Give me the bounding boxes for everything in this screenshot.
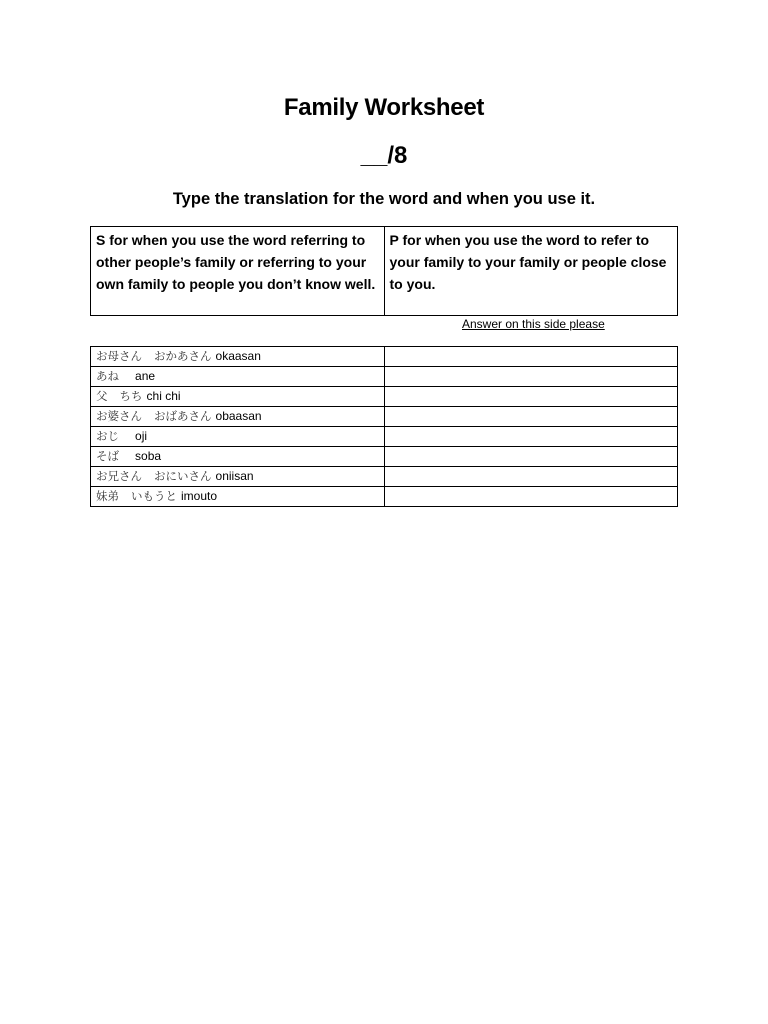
page-title: Family Worksheet [283, 94, 485, 121]
word-kana: ちち [119, 389, 143, 403]
word-kana: おにいさん [154, 469, 212, 483]
answer-cell[interactable] [384, 347, 678, 367]
s-rule-cell: S for when you use the word referring to other people’s family or referring to your own family to people you don’t know well. [91, 227, 385, 316]
answer-cell[interactable] [384, 467, 678, 487]
p-rule-cell: P for when you use the word to refer to your family to your family or people close to you. [384, 227, 678, 316]
answer-cell[interactable] [384, 487, 678, 507]
table-row [91, 467, 678, 487]
word-cell [91, 427, 385, 447]
word-kanji: おじ [96, 429, 119, 443]
word-romaji: okaasan [215, 349, 261, 363]
table-row [91, 407, 678, 427]
word-romaji: oniisan [215, 469, 254, 483]
vocabulary-rows [91, 347, 678, 507]
table-row [91, 347, 678, 367]
word-cell [91, 347, 385, 367]
word-romaji: imouto [181, 489, 218, 503]
word-kanji: お兄さん [96, 469, 142, 483]
answer-cell[interactable] [384, 407, 678, 427]
word-romaji: soba [135, 449, 162, 463]
instruction-text: Type the translation for the word and when you use it. [172, 190, 596, 208]
word-kanji: そば [96, 449, 119, 463]
word-romaji: chi chi [146, 389, 181, 403]
answer-cell[interactable] [384, 427, 678, 447]
word-romaji: obaasan [215, 409, 262, 423]
word-cell [91, 467, 385, 487]
word-cell [91, 407, 385, 427]
vocabulary-table [90, 346, 678, 507]
table-row [91, 447, 678, 467]
word-kana: いもうと [131, 489, 178, 503]
table-row [91, 387, 678, 407]
word-kanji: 妹弟 [96, 489, 119, 503]
word-kana: おかあさん [154, 349, 212, 363]
table-row [91, 367, 678, 387]
answer-note: Answer on this side please [462, 317, 605, 331]
word-kanji: お婆さん [96, 409, 142, 423]
word-kana: おばあさん [154, 409, 212, 423]
word-cell [91, 487, 385, 507]
answer-cell[interactable] [384, 367, 678, 387]
word-romaji: oji [135, 429, 148, 443]
table-row [91, 427, 678, 447]
rules-row [91, 227, 678, 316]
score-field: __/8 [360, 142, 408, 169]
rules-table [90, 226, 678, 316]
word-cell [91, 367, 385, 387]
word-romaji: ane [135, 369, 156, 383]
answer-cell[interactable] [384, 387, 678, 407]
table-row [91, 487, 678, 507]
word-kanji: お母さん [96, 349, 142, 363]
word-cell [91, 447, 385, 467]
answer-cell[interactable] [384, 447, 678, 467]
word-kanji: 父 [96, 389, 108, 403]
word-cell [91, 387, 385, 407]
word-kanji: あね [96, 369, 119, 383]
